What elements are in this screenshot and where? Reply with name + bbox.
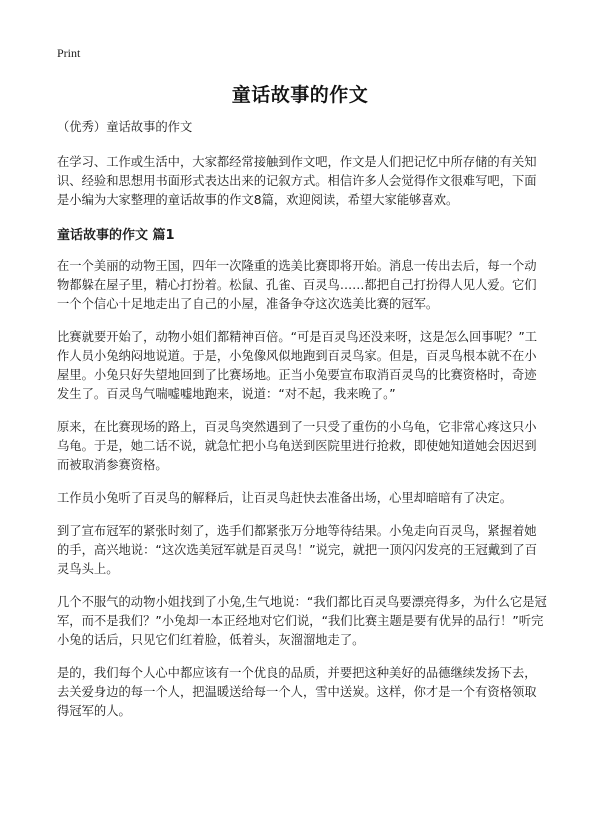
document-title: 童话故事的作文 (231, 84, 369, 106)
print-label: Print (57, 46, 81, 60)
story-paragraph: 在一个美丽的动物王国，四年一次隆重的选美比赛即将开始。消息一传出去后，每一个动物都躲在屋子里，精心打扮着。松鼠、孔雀、百灵鸟……都把自己打扮得人见人爱。它们一个个信心十足地走出了自己的小屋，准备争夺这次选美比赛的冠军。 (57, 259, 537, 311)
document-subtitle: （优秀）童话故事的作文 (57, 120, 193, 134)
section-heading: 童话故事的作文 篇1 (57, 228, 175, 243)
story-paragraph: 原来，在比赛现场的路上，百灵鸟突然遇到了一只受了重伤的小乌龟，它非常心疼这只小乌龟。于是，她二话不说，就急忙把小乌龟送到医院里进行抢救，即使她知道她会因迟到而被取消参赛资格。 (57, 420, 537, 472)
story-paragraph: 到了宣布冠军的紧张时刻了，选手们都紧张万分地等待结果。小兔走向百灵鸟，紧握着她的手，高兴地说：“这次选美冠军就是百灵鸟！”说完，就把一顶闪闪发亮的王冠戴到了百灵鸟头上。 (57, 524, 538, 576)
story-paragraph: 比赛就要开始了，动物小姐们都精神百倍。“可是百灵鸟还没来呀，这是怎么回事呢？”工作人员小兔纳闷地说道。于是，小兔像风似地跑到百灵鸟家。但是，百灵鸟根本就不在小屋里。小兔只好失望地回到了比赛场地。正当小兔要宣布取消百灵鸟的比赛资格时，奇迹发生了。百灵鸟气喘嘘嘘地跑来，说道：“对不起，我来晚了。” (57, 330, 538, 401)
story-paragraph: 工作员小兔听了百灵鸟的解释后，让百灵鸟赶快去准备出场，心里却暗暗有了决定。 (57, 491, 512, 505)
document-body (57, 118, 547, 735)
story-paragraph: 是的，我们每个人心中都应该有一个优良的品质，并要把这种美好的品德继续发扬下去，去关爱身边的每一个人，把温暖送给每一个人，雪中送炭。这样，你才是一个有资格领取得冠军的人。 (57, 666, 537, 718)
intro-paragraph: 在学习、工作或生活中，大家都经常接触到作文吧，作文是人们把记忆中所存储的有关知识、经验和思想用书面形式表达出来的记叙方式。相信许多人会觉得作文很难写吧，下面是小编为大家整理的童话故事的作文8篇，欢迎阅读，希望大家能够喜欢。 (57, 155, 537, 207)
story-paragraph: 几个不服气的动物小姐找到了小兔,生气地说：“我们都比百灵鸟要漂亮得多，为什么它是冠军，而不是我们？”小兔却一本正经地对它们说，“我们比赛主题是要有优异的品行！”听完小兔的话后，只见它们红着脸，低着头，灰溜溜地走了。 (57, 595, 547, 647)
